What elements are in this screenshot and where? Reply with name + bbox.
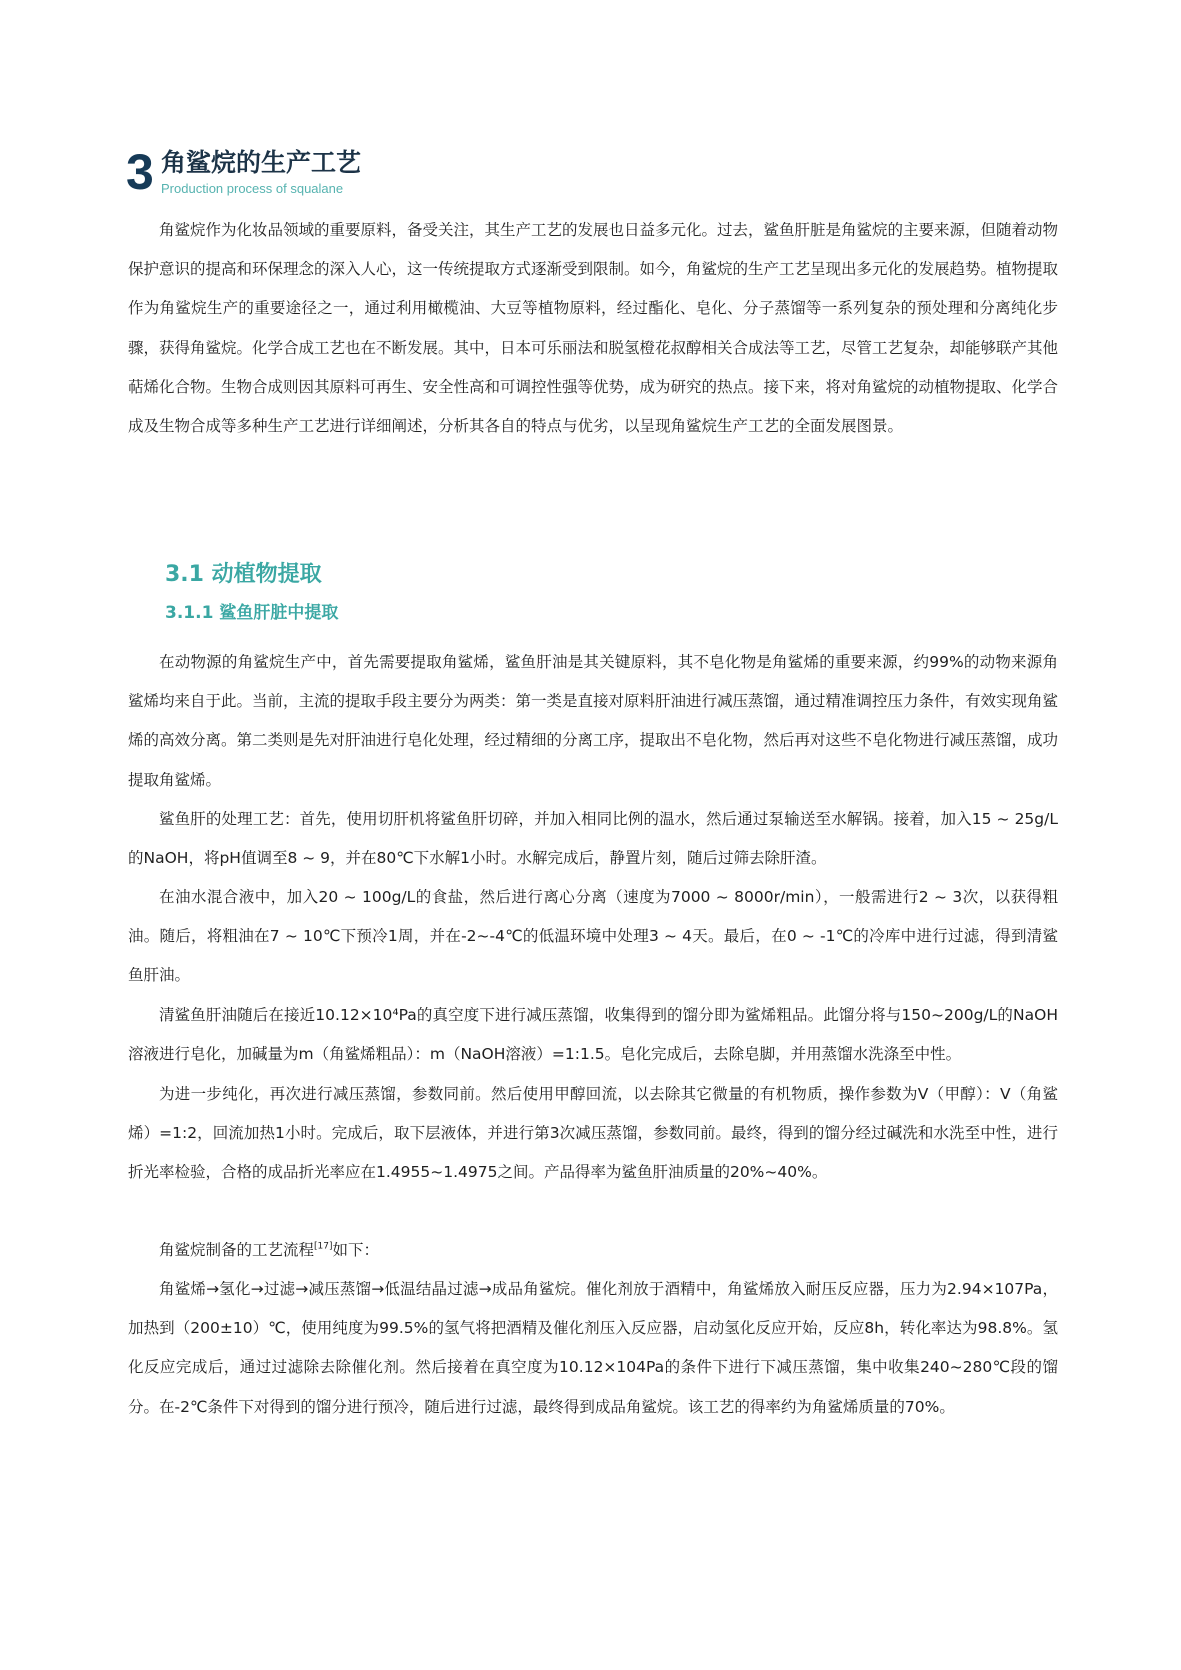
paragraph: 清鲨鱼肝油随后在接近10.12×10⁴Pa的真空度下进行减压蒸馏，收集得到的馏分即为鲨烯粗品。此馏分将与150~200g/L的NaOH溶液进行皂化，加碱量为m（角鲨烯粗品）：m（NaOH溶液）=1:1.5。皂化完成后，去除皂脚，并用蒸馏水洗涤至中性。: [128, 1006, 1058, 1064]
paragraph: 角鲨烯→氢化→过滤→减压蒸馏→低温结晶过滤→成品角鲨烷。催化剂放于酒精中，角鲨烯放入耐压反应器，压力为2.94×107Pa，加热到（200±10）℃，使用纯度为99.5%的氢气将把酒精及催化剂压入反应器，启动氢化反应开始，反应8h，转化率达为98.8%。氢化反应完成后，通过过滤除去除催化剂。然后接着在真空度为10.12×104Pa的条件下进行下减压蒸馏，集中收集240~280℃段的馏分。在-2℃条件下对得到的馏分进行预冷，随后进行过滤，最终得到成品角鲨烷。该工艺的得率约为角鲨烯质量的70%。: [128, 1280, 1058, 1416]
subsection-heading: 3.1.1 鲨鱼肝脏中提取: [165, 603, 339, 623]
paragraph: 在动物源的角鲨烷生产中，首先需要提取角鲨烯，鲨鱼肝油是其关键原料，其不皂化物是角鲨烯的重要来源，约99%的动物来源角鲨烯均来自于此。当前，主流的提取手段主要分为两类：第一类是直接对原料肝油进行减压蒸馏，通过精准调控压力条件，有效实现角鲨烯的高效分离。第二类则是先对肝油进行皂化处理，经过精细的分离工序，提取出不皂化物，然后再对这些不皂化物进行减压蒸馏，成功提取角鲨烯。: [128, 653, 1059, 789]
paragraph: 为进一步纯化，再次进行减压蒸馏，参数同前。然后使用甲醇回流，以去除其它微量的有机物质，操作参数为V（甲醇）：V（角鲨烯）=1:2，回流加热1小时。完成后，取下层液体，并进行第3次减压蒸馏，参数同前。最终，得到的馏分经过碱洗和水洗至中性，进行折光率检验，合格的成品折光率应在1.4955~1.4975之间。产品得率为鲨鱼肝油质量的20%~40%。: [128, 1085, 1058, 1182]
chapter-subtitle: Production process of squalane: [161, 181, 344, 196]
paragraph: 鲨鱼肝的处理工艺：首先，使用切肝机将鲨鱼肝切碎，并加入相同比例的温水，然后通过泵输送至水解锅。接着，加入15 ~ 25g/L的NaOH，将pH值调至8 ~ 9，并在80℃下水解1小时。水解完成后，静置片刻，随后过筛去除肝渣。: [128, 810, 1058, 868]
process-intro-text: 角鲨烷制备的工艺流程: [159, 1241, 315, 1259]
process-intro-suffix: 如下：: [332, 1241, 380, 1259]
section-heading: 3.1 动植物提取: [165, 562, 322, 587]
chapter-number: 3: [126, 144, 154, 200]
chapter-title: 角鲨烷的生产工艺: [161, 148, 362, 177]
paragraph: 在油水混合液中，加入20 ~ 100g/L的食盐，然后进行离心分离（速度为7000 ~ 8000r/min），一般需进行2 ~ 3次，以获得粗油。随后，将粗油在7 ~ 10℃下预冷1周，并在-2~-4℃的低温环境中处理3 ~ 4天。最后，在0 ~ -1℃的冷库中进行过滤，得到清鲨鱼肝油。: [128, 888, 1058, 985]
intro-paragraph: 角鲨烷作为化妆品领域的重要原料，备受关注，其生产工艺的发展也日益多元化。过去，鲨鱼肝脏是角鲨烷的主要来源，但随着动物保护意识的提高和环保理念的深入人心，这一传统提取方式逐渐受到限制。如今，角鲨烷的生产工艺呈现出多元化的发展趋势。植物提取作为角鲨烷生产的重要途径之一，通过利用橄榄油、大豆等植物原料，经过酯化、皂化、分子蒸馏等一系列复杂的预处理和分离纯化步骤，获得角鲨烷。化学合成工艺也在不断发展。其中，日本可乐丽法和脱氢橙花叔醇相关合成法等工艺，尽管工艺复杂，却能够联产其他萜烯化合物。生物合成则因其原料可再生、安全性高和可调控性强等优势，成为研究的热点。接下来，将对角鲨烷的动植物提取、化学合成及生物合成等多种生产工艺进行详细阐述，分析其各自的特点与优劣，以呈现角鲨烷生产工艺的全面发展图景。: [128, 221, 1059, 436]
citation-reference[interactable]: [17]: [314, 1241, 333, 1252]
process-intro-paragraph: [128, 1231, 1058, 1270]
